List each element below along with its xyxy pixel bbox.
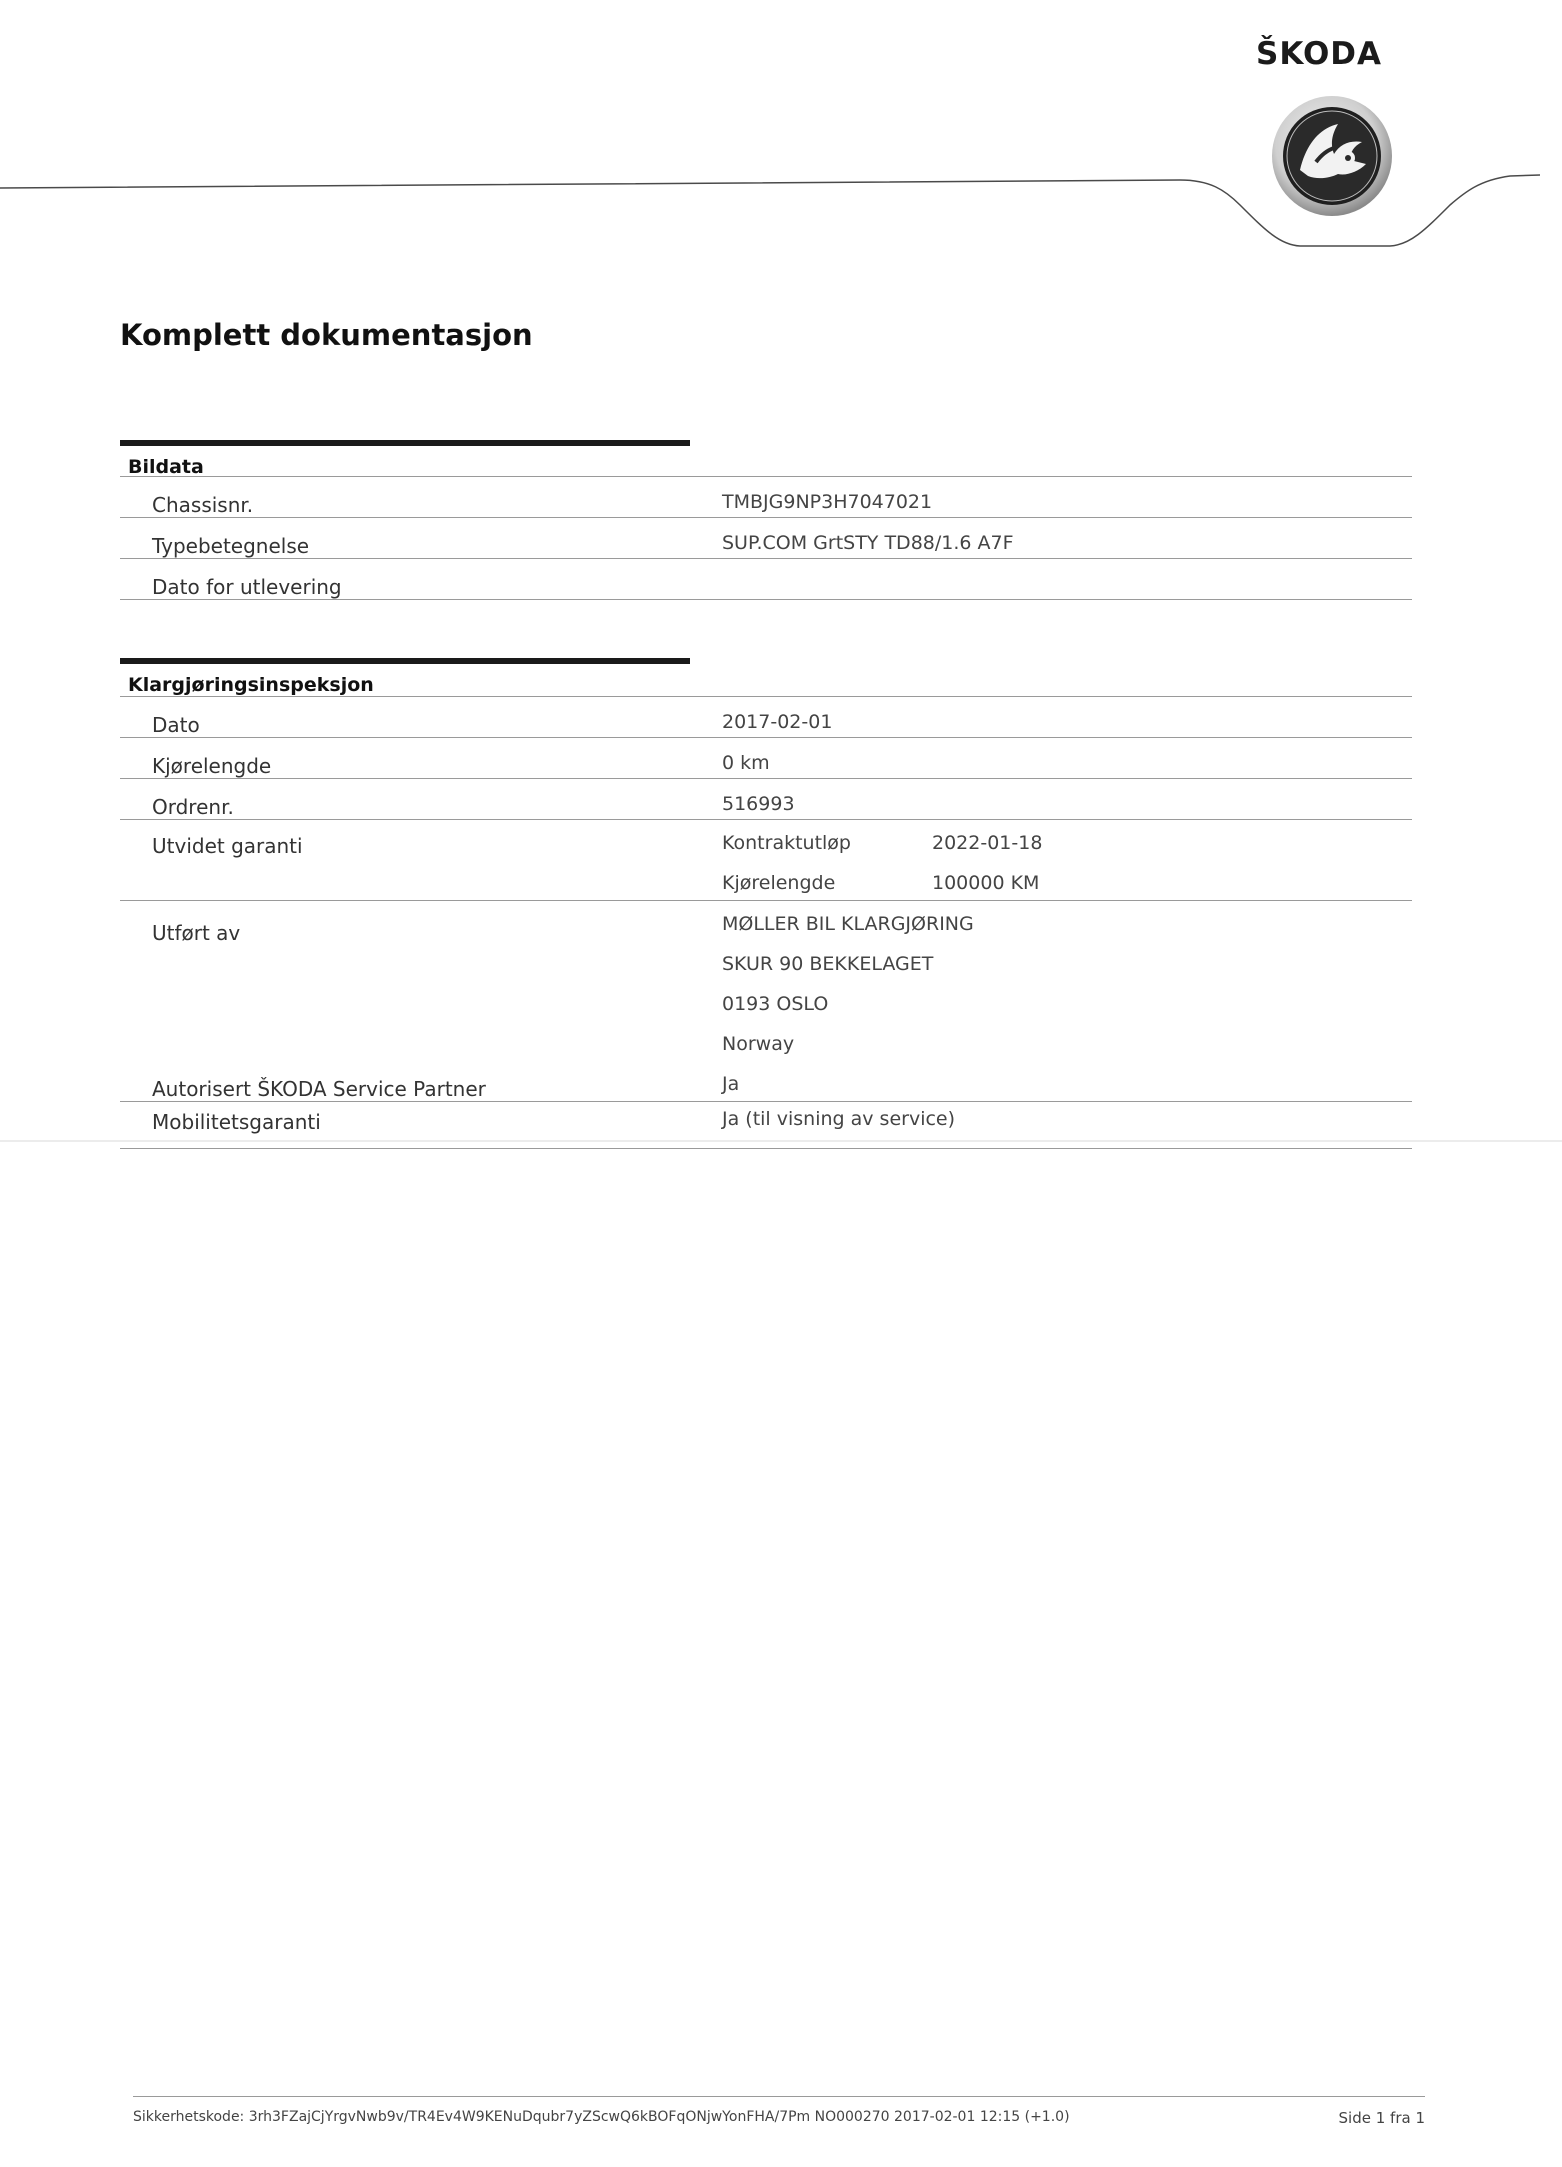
row-label: Utvidet garanti (152, 834, 303, 858)
table-row (120, 558, 1412, 599)
page-footer (133, 2096, 1425, 2127)
row-value: Ja (722, 1073, 740, 1095)
inspeksjon-section (120, 658, 1412, 1158)
row-label: Mobilitetsgaranti (152, 1110, 321, 1134)
row-value: 516993 (722, 793, 795, 815)
row-bottom-rule (120, 1148, 1412, 1150)
address-line: MØLLER BIL KLARGJØRING (722, 913, 974, 935)
row-subvalue-label: Kjørelengde (722, 872, 836, 894)
row-subvalue-label: Kontraktutløp (722, 832, 851, 854)
table-row (120, 819, 1412, 900)
row-label: Dato (152, 713, 200, 737)
row-label: Kjørelengde (152, 754, 272, 778)
table-row (120, 476, 1412, 517)
row-value: 2017-02-01 (722, 711, 833, 733)
row-value: TMBJG9NP3H7047021 (722, 491, 933, 513)
row-label: Autorisert ŠKODA Service Partner (152, 1077, 486, 1101)
table-row (120, 696, 1412, 737)
brand-wordmark: ŠKODA (1256, 36, 1383, 72)
row-subvalue: 100000 KM (932, 872, 1040, 894)
section-divider-bar (120, 658, 690, 664)
table-row (120, 517, 1412, 558)
row-label: Chassisnr. (152, 493, 254, 517)
row-label: Utført av (152, 921, 241, 945)
table-row (120, 900, 1412, 1101)
section-divider-bar (120, 440, 690, 446)
address-line: 0193 OSLO (722, 993, 829, 1015)
row-value: Ja (til visning av service) (722, 1108, 956, 1130)
row-bottom-rule (120, 599, 1412, 601)
section-heading: Klargjøringsinspeksjon (128, 674, 374, 696)
address-line: SKUR 90 BEKKELAGET (722, 953, 934, 975)
row-label: Dato for utlevering (152, 575, 342, 599)
row-value: 0 km (722, 752, 770, 774)
security-code: Sikkerhetskode: 3rh3FZajCjYrgvNwb9v/TR4Ev4W9KENuDqubr7yZScwQ6kBOFqONjwYonFHA/7Pm NO000270 2017-02-01 12:15 (+1.0) (133, 2109, 1070, 2125)
page-title: Komplett dokumentasjon (120, 318, 533, 352)
row-label: Typebetegnelse (152, 534, 310, 558)
paper-fold-line (0, 1140, 1562, 1142)
row-subvalue: 2022-01-18 (932, 832, 1043, 854)
section-heading: Bildata (128, 456, 204, 478)
table-row (120, 1101, 1412, 1142)
page-number: Side 1 fra 1 (1338, 2109, 1425, 2127)
table-row (120, 737, 1412, 778)
bildata-section (120, 440, 1412, 605)
table-row (120, 778, 1412, 819)
row-label: Ordrenr. (152, 795, 234, 819)
row-value: SUP.COM GrtSTY TD88/1.6 A7F (722, 532, 1014, 554)
skoda-logo-icon (1262, 88, 1402, 228)
address-line: Norway (722, 1033, 795, 1055)
